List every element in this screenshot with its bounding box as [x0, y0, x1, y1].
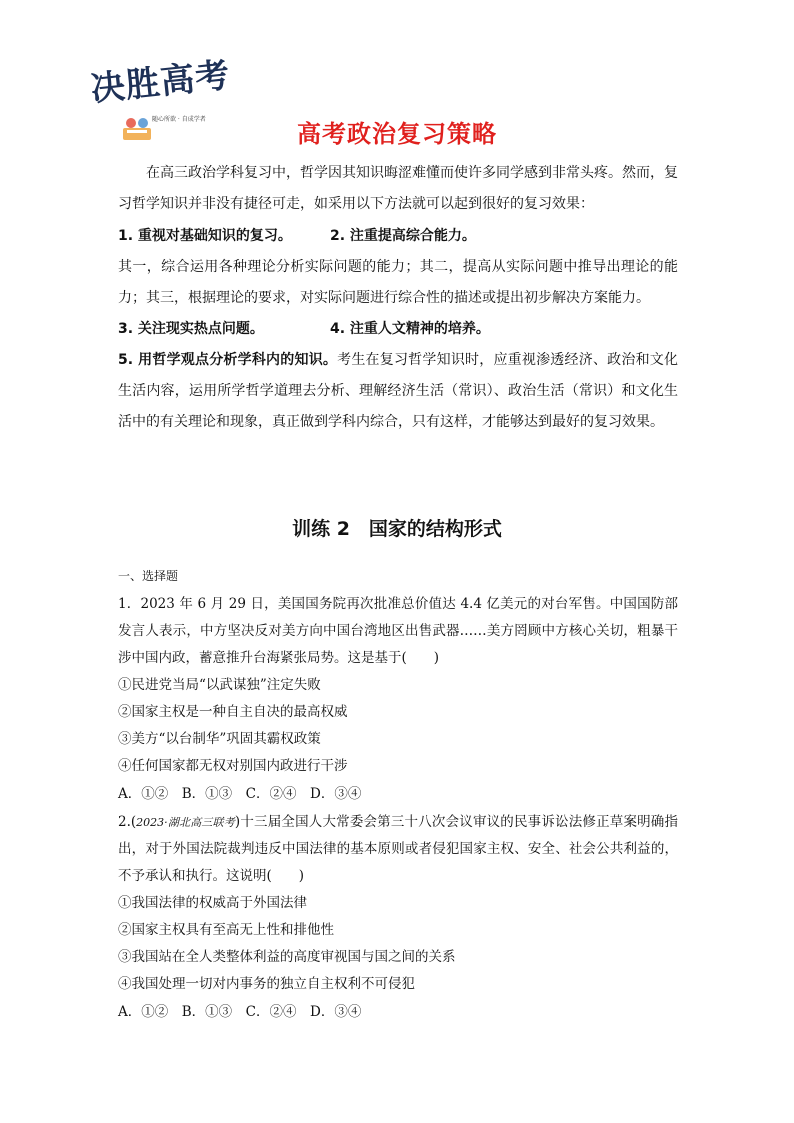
q2-answer-choices: A．①② B．①③ C．②④ D．③④ — [118, 1004, 362, 1020]
document-title: 高考政治复习策略 — [297, 120, 497, 148]
tip-1: 1. 重视对基础知识的复习。 — [118, 228, 292, 244]
q2-stem-text: )十三届全国人大常委会第三十八次会议审议的民事诉讼法修正草案明确指出，对于外国法院裁判违反中国法律的基本原则或者侵犯国家主权、安全、社会公共利益的，不予承认和执行。这说明( ) — [118, 814, 678, 884]
q2-option-3: ③我国站在全人类整体利益的高度审视国与国之间的关系 — [118, 949, 456, 965]
q2-option-1: ①我国法律的权威高于外国法律 — [118, 895, 307, 911]
q2-source: 2023·湖北高三联考 — [136, 816, 235, 829]
intro-paragraph: 在高三政治学科复习中，哲学因其知识晦涩难懂而使许多同学感到非常头疼。然而，复习哲学知识并非没有捷径可走，如采用以下方法就可以起到很好的复习效果： — [118, 165, 678, 212]
tip-5-detail: 考生在复习哲学知识时，应重视渗透经济、政治和文化生活内容，运用所学哲学道理去分析、理解经济生活（常识）、政治生活（常识）和文化生活中的有关理论和现象，真正做到学科内综合，只有这样，才能够达到最好的复习效果。 — [118, 352, 679, 430]
q1-option-3: ③美方“以台制华”巩固其霸权政策 — [118, 731, 321, 747]
q2-option-4: ④我国处理一切对内事务的独立自主权利不可侵犯 — [118, 976, 415, 992]
logo-text: 决胜高考 — [88, 55, 233, 110]
section-title: 训练 2 国家的结构形式 — [292, 518, 502, 540]
q1-option-4: ④任何国家都无权对别国内政进行干涉 — [118, 758, 348, 774]
question-2-stem — [118, 809, 678, 890]
tip-2-detail: 其一，综合运用各种理论分析实际问题的能力；其二，提高从实际问题中推导出理论的能力；其三，根据理论的要求，对实际问题进行综合性的描述或提出初步解决方案能力。 — [118, 259, 678, 306]
tip-5: 5. 用哲学观点分析学科内的知识。 — [118, 352, 338, 368]
question-1-stem: 1．2023 年 6 月 29 日，美国国务院再次批准总价值达 4.4 亿美元的对台军售。中国国防部发言人表示，中方坚决反对美方向中国台湾地区出售武器……美方罔顾中方核心关切，粗暴干涉中国内政，蓄意推升台海紧张局势。这是基于( ) — [118, 596, 678, 666]
part-heading: 一、选择题 — [118, 569, 179, 583]
tip-3: 3. 关注现实热点问题。 — [118, 321, 264, 337]
q1-option-2: ②国家主权是一种自主自决的最高权威 — [118, 704, 348, 720]
tip-5-paragraph — [118, 345, 678, 438]
q1-answer-choices: A．①② B．①③ C．②④ D．③④ — [118, 786, 362, 802]
tip-2: 2. 注重提高综合能力。 — [330, 228, 476, 244]
logo-slogan: 随心所欲 · 自成学者 — [152, 116, 206, 123]
q2-number: 2.( — [118, 814, 137, 830]
tip-4: 4. 注重人文精神的培养。 — [330, 321, 490, 337]
q1-option-1: ①民进党当局“以武谋独”注定失败 — [118, 677, 321, 693]
q2-option-2: ②国家主权具有至高无上性和排他性 — [118, 922, 334, 938]
